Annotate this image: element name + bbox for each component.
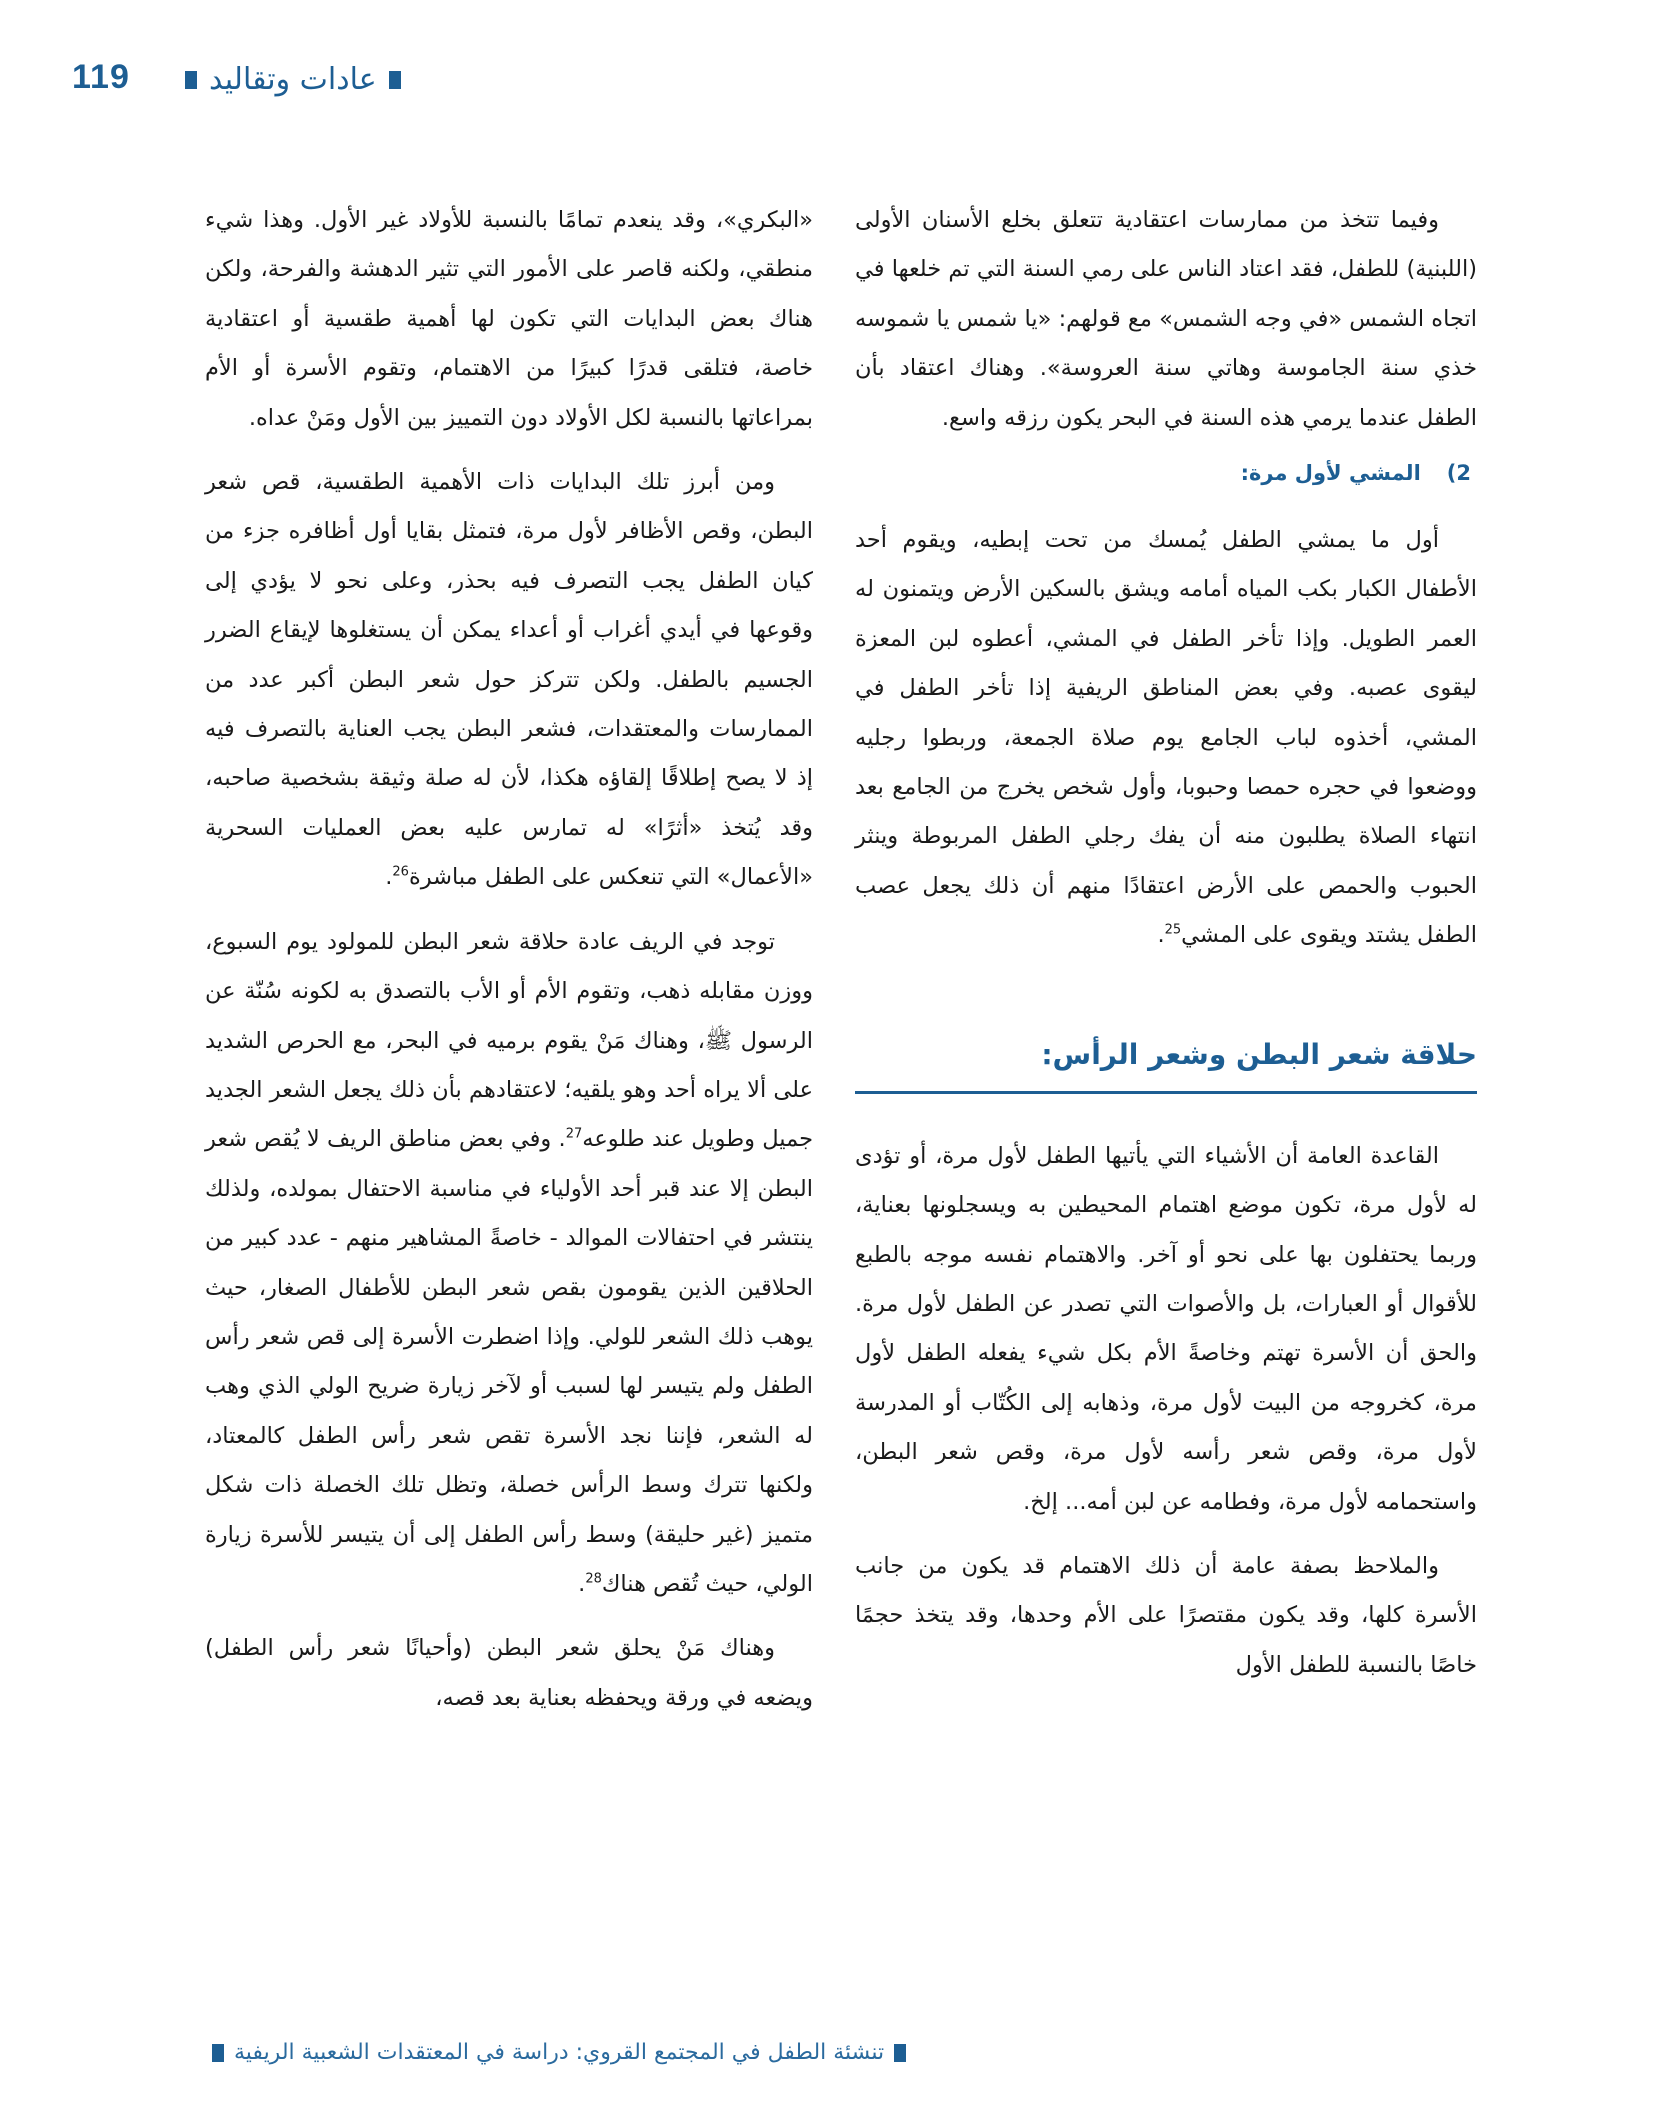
paragraph-text: أول ما يمشي الطفل يُمسك من تحت إبطيه، ويقوم أحد الأطفال الكبار بكب المياه أمامه ويشق بالسكين الأرض ويتمنون له العمر الطويل. وإذا تأخر الطفل في المشي، أعطوه لبن المعزة ليقوى عصبه. وفي بعض المناطق الريفية إذا تأخر الطفل في المشي، أخذوه لباب الجامع يوم صلاة الجمعة، وربطوا رجليه ووضعوا في حجره حمصا وحبوبا، وأول شخص يخرج من الجامع بعد انتهاء الصلاة يطلبون منه أن يفك رجلي الطفل المربوطة وينثر الحبوب والحمص على الأرض اعتقادًا منهم أن ذلك يجعل عصب الطفل يشتد ويقوى على المشي — [855, 527, 1477, 949]
paragraph: وفيما تتخذ من ممارسات اعتقادية تتعلق بخلع الأسنان الأولى (اللبنية) للطفل، فقد اعتاد الناس على رمي السنة التي تم خلعها في اتجاه الشمس «في وجه الشمس» مع قولهم: «يا شمس يا شموسه خذي سنة الجاموسة وهاتي سنة العروسة». وهناك اعتقاد بأن الطفل عندما يرمي هذه السنة في البحر يكون رزقه واسع. — [855, 207, 1477, 431]
left-column — [205, 196, 813, 1738]
paragraph: القاعدة العامة أن الأشياء التي يأتيها الطفل لأول مرة، أو تؤدى له لأول مرة، تكون موضع اهتمام المحيطين به ويسجلونها بعناية، وربما يحتفلون بها على نحو أو آخر. والاهتمام نفسه موجه بالطبع للأقوال أو العبارات، بل والأصوات التي تصدر عن الطفل لأول مرة. والحق أن الأسرة تهتم وخاصةً الأم بكل شيء يفعله الطفل لأول مرة، كخروجه من البيت لأول مرة، وذهابه إلى الكُتّاب أو المدرسة لأول مرة، وقص شعر رأسه لأول مرة، وقص شعر البطن، واستحمامه لأول مرة، وفطامه عن لبن أمه... إلخ. — [855, 1142, 1477, 1515]
square-marker-icon — [389, 71, 401, 89]
paragraph-end: . — [1157, 922, 1165, 949]
paragraph: وهناك مَنْ يحلق شعر البطن (وأحيانًا شعر رأس الطفل) ويضعه في ورقة ويحفظه بعناية بعد قصه، — [205, 1635, 813, 1711]
right-column — [855, 196, 1477, 1705]
paragraph — [205, 458, 813, 903]
footnote-ref: 28 — [585, 1571, 602, 1587]
footer — [212, 2040, 906, 2065]
footnote-ref: 26 — [392, 864, 409, 880]
paragraph — [855, 516, 1477, 961]
paragraph-text: . وفي بعض مناطق الريف لا يُقص شعر البطن إلا عند قبر أحد الأولياء في مناسبة الاحتفال بمولده، ولذلك ينتشر في احتفالات الموالد - خاصةً المشاهير منهم - عدد كبير من الحلاقين الذين يقومون بقص شعر البطن للأطفال الصغار، حيث يوهب ذلك الشعر للولي. وإذا اضطرت الأسرة إلى قص شعر رأس الطفل ولم يتيسر لها لسبب أو لآخر زيارة ضريح الولي الذي وهب له الشعر، فإننا نجد الأسرة تقص شعر رأس الطفل كالمعتاد، ولكنها تترك وسط الرأس خصلة، وتظل تلك الخصلة ذات شكل متميز (غير حليقة) وسط رأس الطفل إلى أن يتيسر للأسرة زيارة الولي، حيث تُقص هناك — [205, 1126, 813, 1597]
paragraph: «البكري»، وقد ينعدم تمامًا بالنسبة للأولاد غير الأول. وهذا شيء منطقي، ولكنه قاصر على الأمور التي تثير الدهشة والفرحة، ولكن هناك بعض البدايات التي تكون لها أهمية طقسية أو اعتقادية خاصة، فتلقى قدرًا كبيرًا من الاهتمام، وتقوم الأسرة أو الأم بمراعاتها بالنسبة لكل الأولاد دون التمييز بين الأول ومَنْ عداه. — [205, 207, 813, 431]
square-marker-icon — [212, 2044, 224, 2062]
paragraph-text: توجد في الريف عادة حلاقة شعر البطن للمولود يوم السبوع، ووزن مقابله ذهب، وتقوم الأم أو الأب بالتصدق به لكونه سُنّة عن الرسول ﷺ، وهناك مَنْ يقوم برميه في البحر، مع الحرص الشديد على ألا يراه أحد وهو يلقيه؛ لاعتقادهم بأن ذلك يجعل الشعر الجديد جميل وطويل عند طلوعه — [205, 928, 813, 1153]
footnote-ref: 27 — [565, 1126, 583, 1142]
paragraph-end: . — [385, 864, 393, 891]
square-marker-icon — [894, 2044, 906, 2062]
square-marker-icon — [185, 71, 197, 89]
footnote-ref: 25 — [1164, 922, 1182, 938]
page-number: 119 — [72, 58, 130, 96]
section-heading: حلاقة شعر البطن وشعر الرأس: — [855, 1035, 1477, 1094]
paragraph: والملاحظ بصفة عامة أن ذلك الاهتمام قد يكون من جانب الأسرة كلها، وقد يكون مقتصرًا على الأم وحدها، وقد يتخذ حجمًا خاصًا بالنسبة للطفل الأول — [855, 1552, 1477, 1678]
subheading — [855, 458, 1477, 488]
subheading-text: المشي لأول مرة: — [1240, 461, 1421, 486]
paragraph-end: . — [578, 1570, 586, 1597]
running-title: عادات وتقاليد — [209, 62, 377, 97]
paragraph — [205, 918, 813, 1610]
subheading-number: 2) — [1446, 461, 1471, 486]
paragraph-text: ومن أبرز تلك البدايات ذات الأهمية الطقسية، قص شعر البطن، وقص الأظافر لأول مرة، فتمثل بقايا أول أظافره جزء من كيان الطفل يجب التصرف فيه بحذر، وعلى نحو لا يؤدي إلى وقوعها في أيدي أغراب أو أعداء يمكن أن يستغلوها لإيقاع الضرر الجسيم بالطفل. ولكن تتركز حول شعر البطن أكبر عدد من الممارسات والمعتقدات، فشعر البطن يجب العناية بالتصرف فيه إذ لا يصح إطلاقًا إلقاؤه هكذا، لأن له صلة وثيقة بشخصية صاحبه، وقد يُتخذ «أثرًا» له تمارس عليه بعض العمليات السحرية «الأعمال» التي تنعكس على الطفل مباشرة — [205, 469, 813, 891]
running-head — [185, 62, 401, 97]
footer-title: تنشئة الطفل في المجتمع القروي: دراسة في المعتقدات الشعبية الريفية — [234, 2040, 885, 2065]
